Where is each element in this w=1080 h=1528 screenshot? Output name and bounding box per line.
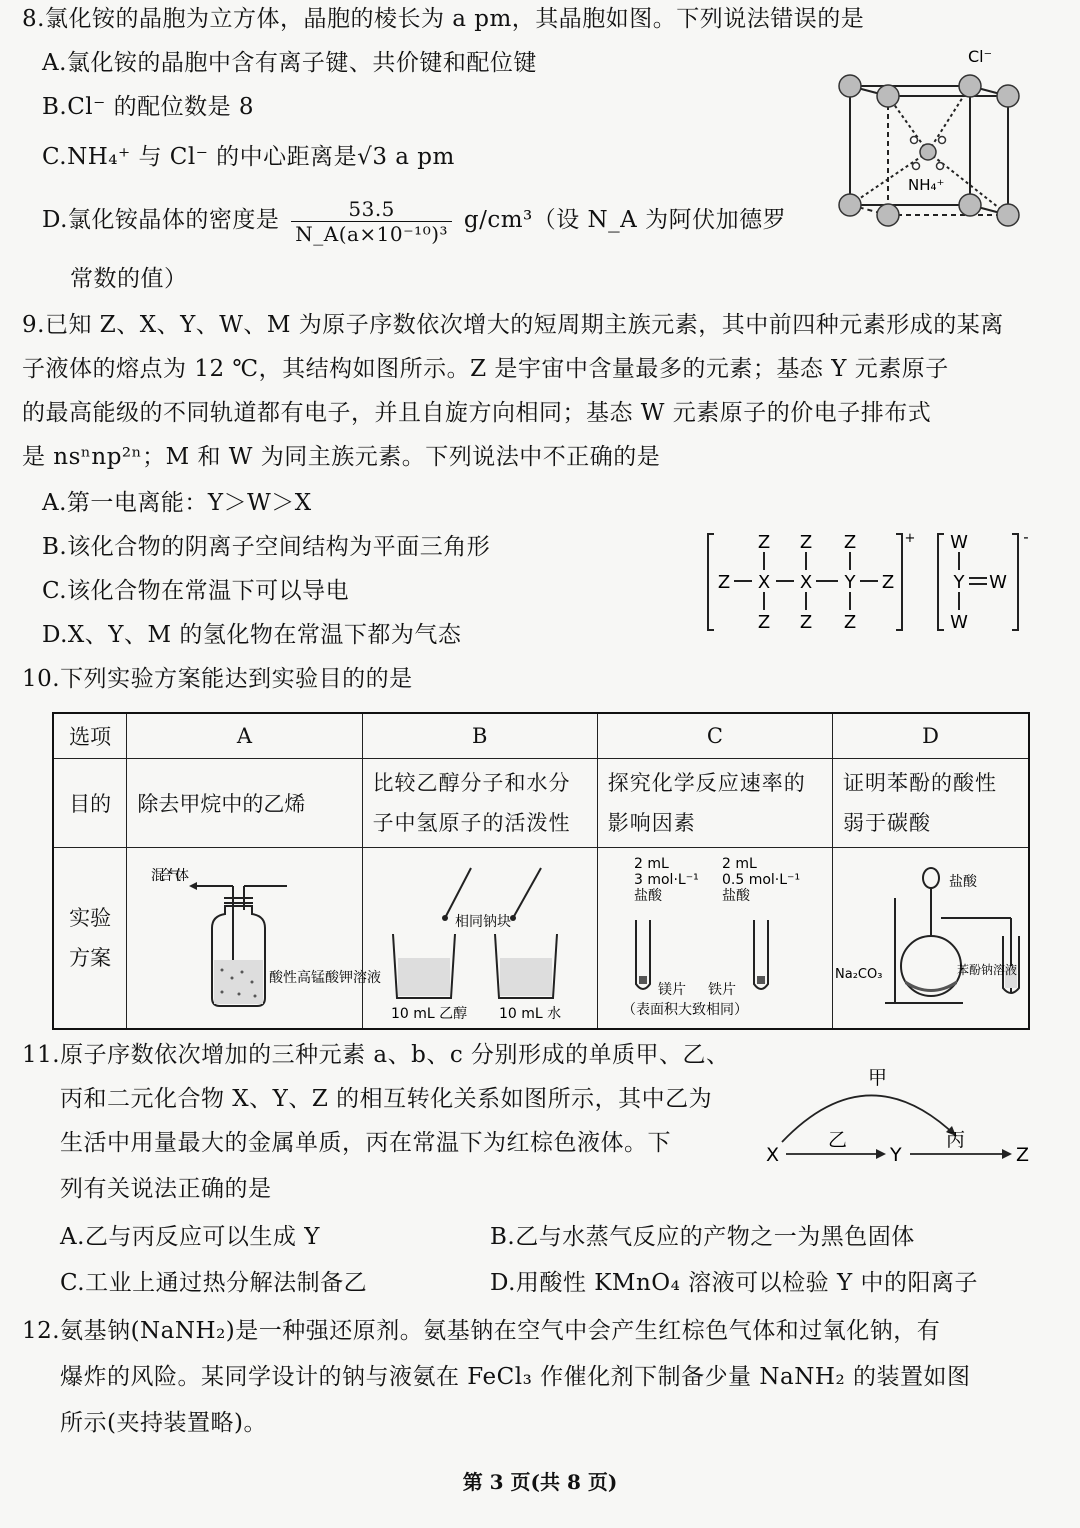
atom-z: Z xyxy=(799,532,813,553)
label-z: Z xyxy=(1016,1144,1030,1166)
purpose-row xyxy=(53,759,1029,848)
q10-stem: 10.下列实验方案能达到实验目的的是 xyxy=(22,666,413,692)
atom-z: Z xyxy=(843,532,857,553)
q11-line-2: 丙和二元化合物 X、Y、Z 的相互转化关系如图所示，其中乙为 xyxy=(60,1086,713,1112)
magnesium-label: 镁片 xyxy=(657,982,686,998)
scheme-c xyxy=(597,848,832,1030)
q8-option-d-continued: 常数的值） xyxy=(70,266,188,292)
header-a: A xyxy=(127,713,362,759)
header-d: D xyxy=(833,713,1030,759)
q8-option-d-suffix: g/cm³（设 N_A 为阿伏加德罗 xyxy=(463,207,787,233)
atom-y: Y xyxy=(844,572,856,593)
left-volume: 2 mL xyxy=(633,856,669,872)
table-header-row xyxy=(53,713,1029,759)
rate-experiment-figure xyxy=(598,848,823,1023)
cation-charge: + xyxy=(904,531,916,546)
scheme-row xyxy=(53,848,1029,1030)
atom-x: X xyxy=(757,572,771,593)
atom-y: Y xyxy=(953,572,965,593)
ammonium-label: NH₄⁺ xyxy=(908,176,945,194)
q9-line-3: 的最高能级的不同轨道都有电子，并且自旋方向相同；基态 W 元素原子的价电子排布式 xyxy=(22,400,932,426)
purpose-c: 探究化学反应速率的影响因素 xyxy=(597,759,832,848)
q8-option-c: C.NH₄⁺ 与 Cl⁻ 的中心距离是√3 a pm xyxy=(42,144,455,170)
scheme-b xyxy=(362,848,597,1030)
atom-z: Z xyxy=(799,612,813,633)
atom-z: Z xyxy=(757,612,771,633)
surface-note: （表面积大致相同） xyxy=(621,1002,748,1018)
q8-option-a: A.氯化铵的晶胞中含有离子键、共价键和配位键 xyxy=(42,50,537,76)
fraction-numerator: 53.5 xyxy=(291,197,452,222)
right-volume: 2 mL xyxy=(721,856,757,872)
label-bing: 丙 xyxy=(946,1129,966,1151)
kmno4-label: 酸性高锰酸钾溶液 xyxy=(269,970,382,986)
atom-w: W xyxy=(989,572,1007,593)
label-jia: 甲 xyxy=(868,1067,888,1089)
label-x: X xyxy=(766,1144,780,1166)
q9-option-c: C.该化合物在常温下可以导电 xyxy=(42,578,350,604)
header-b: B xyxy=(362,713,597,759)
q11-line-4: 列有关说法正确的是 xyxy=(60,1176,272,1202)
sodium-label: 相同钠块 xyxy=(454,914,511,930)
q8-option-d-prefix: D.氯化铵晶体的密度是 xyxy=(42,207,280,233)
scheme-a xyxy=(127,848,382,1030)
q12-line-1: 12.氨基钠(NaNH₂)是一种强还原剂。氨基钠在空气中会产生红棕色气体和过氧化钠，有 xyxy=(22,1318,941,1344)
header-c: C xyxy=(597,713,832,759)
phenolate-label: 苯酚钠溶液 xyxy=(957,963,1018,977)
q11-option-d: D.用酸性 KMnO₄ 溶液可以检验 Y 中的阳离子 xyxy=(490,1270,978,1296)
mixed-gas-label: 混合气体 xyxy=(151,868,190,884)
anion-charge: - xyxy=(1023,528,1029,546)
ethanol-label: 10 mL 乙醇 xyxy=(390,1006,467,1022)
atom-z: Z xyxy=(717,572,731,593)
atom-z: Z xyxy=(843,612,857,633)
q9-line-2: 子液体的熔点为 12 ℃，其结构如图所示。Z 是宇宙中含量最多的元素；基态 Y 元素原子 xyxy=(22,356,949,382)
water-label: 10 mL 水 xyxy=(498,1006,561,1022)
label-y: Y xyxy=(890,1144,902,1166)
q8-stem: 8.氯化铵的晶胞为立方体，晶胞的棱长为 a pm，其晶胞如图。下列说法错误的是 xyxy=(22,6,865,32)
iron-label: 铁片 xyxy=(707,982,736,998)
gas-washing-bottle-figure xyxy=(127,848,382,1023)
scheme-d xyxy=(833,848,1030,1030)
experiment-table xyxy=(52,712,1030,1030)
q11-option-c: C.工业上通过热分解法制备乙 xyxy=(60,1270,368,1296)
q8-option-d xyxy=(42,192,786,248)
q11-option-b: B.乙与水蒸气反应的产物之一为黑色固体 xyxy=(490,1224,915,1250)
q9-line-1: 9.已知 Z、X、Y、W、M 为原子序数依次增大的短周期主族元素，其中前四种元素形成的某离 xyxy=(22,312,1004,338)
q11-option-a: A.乙与丙反应可以生成 Y xyxy=(60,1224,320,1250)
density-fraction xyxy=(291,197,452,246)
crystal-cell-figure xyxy=(828,40,1038,250)
hcl-label: 盐酸 xyxy=(949,874,977,890)
q11-line-1: 11.原子序数依次增加的三种元素 a、b、c 分别形成的单质甲、乙、 xyxy=(22,1042,730,1068)
label-yi: 乙 xyxy=(828,1129,848,1151)
page-number: 第 3 页(共 8 页) xyxy=(462,1470,618,1494)
ionic-liquid-structure xyxy=(700,528,1030,638)
right-acid: 盐酸 xyxy=(721,888,750,904)
q9-option-b: B.该化合物的阴离子空间结构为平面三角形 xyxy=(42,534,491,560)
atom-w: W xyxy=(950,612,968,633)
fraction-denominator: N_A(a×10⁻¹⁰)³ xyxy=(295,221,449,246)
q9-line-4: 是 nsⁿnp²ⁿ；M 和 W 为同主族元素。下列说法中不正确的是 xyxy=(22,444,661,470)
atom-z: Z xyxy=(757,532,771,553)
q12-line-2: 爆炸的风险。某同学设计的钠与液氨在 FeCl₃ 作催化剂下制备少量 NaNH₂ 的装置如图 xyxy=(60,1364,971,1390)
right-concentration: 0.5 mol·L⁻¹ xyxy=(721,872,800,888)
purpose-label: 目的 xyxy=(53,759,127,848)
q11-line-3: 生活中用量最大的金属单质，丙在常温下为红棕色液体。下 xyxy=(60,1130,671,1156)
atom-w: W xyxy=(950,532,968,553)
sodium-carbonate-label: Na₂CO₃ xyxy=(835,967,883,982)
q8-option-b: B.Cl⁻ 的配位数是 8 xyxy=(42,94,255,120)
left-concentration: 3 mol·L⁻¹ xyxy=(633,872,699,888)
sodium-reaction-figure xyxy=(363,848,588,1023)
chloride-label: Cl⁻ xyxy=(968,47,993,66)
left-acid: 盐酸 xyxy=(633,888,662,904)
purpose-a: 除去甲烷中的乙烯 xyxy=(127,759,362,848)
acidity-comparison-figure xyxy=(833,848,1028,1023)
transformation-diagram xyxy=(760,1062,1040,1172)
q9-option-d: D.X、Y、M 的氢化物在常温下都为气态 xyxy=(42,622,462,648)
purpose-b: 比较乙醇分子和水分子中氢原子的活泼性 xyxy=(362,759,597,848)
scheme-label: 实验方案 xyxy=(53,848,127,1030)
q12-line-3: 所示(夹持装置略)。 xyxy=(60,1410,267,1436)
q9-option-a: A.第一电离能：Y＞W＞X xyxy=(42,490,312,516)
header-option: 选项 xyxy=(53,713,127,759)
atom-z: Z xyxy=(881,572,895,593)
atom-x: X xyxy=(799,572,813,593)
purpose-d: 证明苯酚的酸性弱于碳酸 xyxy=(833,759,1030,848)
